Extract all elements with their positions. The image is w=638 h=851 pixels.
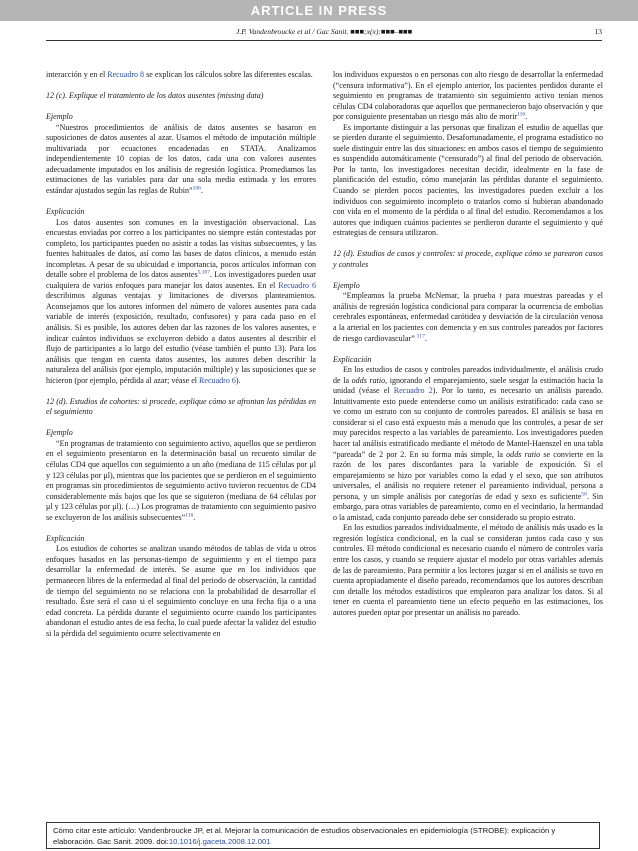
doi-link[interactable]: 10.1016/j.gaceta.2008.12.001 (168, 836, 271, 846)
explanation-paragraph: En los estudios pareados individualmente, el método de análisis más usado es la regresión logística condicional, en la cual se consideran juntos cada caso y sus controles. El método condicional es necesario cuando el número de controles varía entre los casos, y cuando se requiere ajustar el modelo por otras variables además de las de pareamiento. Para permitir a los lectores juzgar si en el análisis se tuvo en cuenta apropiadamente el diseño pareado, recomendamos que los autores describan con detalle los métodos estadísticos que emplearon para analizar los datos. Si al tener en cuenta el pareamiento tiene un efecto pequeño en las estimaciones, los autores pueden optar por presentar un análisis no pareado. (333, 523, 603, 617)
section-heading-12d-case-control: 12 (d). Estudios de casos y controles: si procede, explique cómo se parearon casos y controles (333, 249, 603, 269)
explanation-label: Explicación (46, 533, 85, 543)
citation-text: Cómo citar este artículo: Vandenbroucke JP, et al. Mejorar la comunicación de estudios observacionales en epidemiología (STROBE): explicación y elaboración. Gac Sanit. 2009. doi: (53, 826, 556, 846)
explanation-paragraph: En los estudios de casos y controles pareados individualmente, el análisis crudo de la odds ratio, ignorando el emparejamiento, suele sesgar la estimación hacia la unidad (véase el Recuadro 2). Por lo tanto, es necesario un análisis pareado. Intuitivamente esto puede entenderse como un análisis estratificado: cada caso se ve como un estrato con su conjunto de controles pareados. El análisis se basa en considerar si el caso está expuesto más a menudo que los controles, a pesar de ser muy parecidos respecto a las variables de pareamiento. Los investigadores pueden hacer tal análisis estratificado mediante el método de Mantel-Haenszel en una tabla “pareada” de 2 por 2. En su forma más simple, la odds ratio se convierte en la razón de los pares discordantes para la variable de exposición. Si el emparejamiento se hizo por variables como la edad y el sexo, que son atributos universales, el análisis no requiere retener el pareamiento individual, persona a persona, y un simple análisis por categorías de edad y sexo es suficiente$^{50}$. Sin embargo, para otras variables de pareamiento, como en el vecindario, la hermandad o la amistad, cada conjunto pareado debe ser considerado su propio estrato. (333, 365, 603, 522)
reference-116[interactable]: 116 (517, 111, 526, 118)
article-in-press-banner: ARTICLE IN PRESS (0, 0, 638, 21)
reference-50[interactable]: 50 (581, 491, 587, 498)
recuadro-6-link[interactable]: Recuadro 6 (278, 280, 316, 290)
section-heading-12c: 12 (c). Explique el tratamiento de los datos ausentes (missing data) (46, 91, 264, 101)
left-column (46, 70, 316, 639)
page-number: 13 (594, 27, 602, 36)
reference-106[interactable]: 106 (192, 185, 201, 192)
example-quote: “Nuestros procedimientos de análisis de datos ausentes se basaron en suposiciones de datos ausentes al azar. Usamos el método de imputación múltiple multivariada por ecuaciones encadenadas en STATA. Analizamos independientemente 10 copias de los datos, cada una con valores ausentes adecuadamente imputados en los análisis de regresión logística. Promediamos las estimaciones de las variables para dar una sola media estimada y los errores estándar ajustados según las reglas de Rubin”$^{106}$. (46, 122, 316, 195)
paragraph: interacción y en el Recuadro 8 se explican los cálculos sobre las diferentes escalas. (46, 70, 313, 79)
right-column (333, 70, 603, 618)
header-rule (46, 40, 602, 41)
section-heading-12d-cohort: 12 (d). Estudios de cohortes: si procede, explique cómo se afrontan las pérdidas en el seguimiento (46, 396, 316, 417)
example-label: Ejemplo (333, 280, 360, 290)
reference-117[interactable]: 117 (416, 332, 425, 339)
explanation-label: Explicación (333, 354, 372, 364)
recuadro-2-link[interactable]: Recuadro 2 (393, 386, 433, 396)
reference-116[interactable]: 116 (185, 512, 194, 519)
recuadro-8-link[interactable]: Recuadro 8 (107, 70, 145, 79)
paragraph: los individuos expuestos o en personas con alto riesgo de desarrollar la enfermedad (“censura informativa”). En el ejemplo anterior, los pacientes perdidos durante el seguimiento en programas de tratamiento sin seguimiento activo tenían menos células CD4 colaboradoras que aquellos que permanecieron bajo observación y que por consiguiente presentaban un riesgo más alto de morir$^{116}$. (333, 70, 603, 122)
example-quote: “En programas de tratamiento con seguimiento activo, aquellos que se perdieron en el seguimiento presentaron en la determinación basal un recuento similar de células CD4 que aquellos con seguimiento a un año (mediana de 115 células por μl y 123 células por μl), mientras que los pacientes que se perdieron en el seguimiento en programas sin procedimientos de seguimiento activo tuvieron recuentos de CD4 considerablemente más bajos que los que se siguieron (mediana de 64 células por μl y 123 células por μl). (…) Los programas de tratamiento con seguimiento pasivo se excluyeron de los análisis subsecuentes”$^{116}$. (46, 438, 316, 522)
explanation-label: Explicación (46, 206, 85, 216)
recuadro-6-link[interactable]: Recuadro 6 (199, 375, 236, 385)
reference-5-107[interactable]: 5,107 (197, 269, 211, 276)
running-head (46, 24, 602, 38)
paragraph: Es importante distinguir a las personas que finalizan el estudio de aquellas que se pierden durante el seguimiento. Desafortunadamente, el programa estadístico no suele distinguir entre las dos situaciones: en ambos casos el tiempo de seguimiento es suspendido automáticamente (“censurado”) al final del periodo de observación. Por lo tanto, los investigadores necesitan decidir, idealmente en la fase de planificación del estudio, cómo manejarán las pérdidas durante el seguimiento. Cuando se pierden pocos pacientes, los investigadores pueden excluir a los individuos con seguimiento incompleto o tratarlos como si hubieran abandonado con vida en el momento de la pérdida o al final del estudio. Recomendamos a los autores que indiquen cuántos pacientes se perdieron durante el seguimiento y qué estrategias de censura utilizaron. (333, 122, 603, 238)
citation-box (46, 822, 600, 849)
explanation-paragraph: Los estudios de cohortes se analizan usando métodos de tablas de vida u otros enfoques basados en las personas-tiempo de seguimiento y en el tiempo para desarrollar la enfermedad de interés. Se asume que en los individuos que permanecen libres de la enfermedad al final del periodo de observación, la cantidad de tiempo del seguimiento no se relaciona con la probabilidad de desarrollar el resultado. Éste será el caso si el seguimiento concluye en una fecha fija o a una edad concreta. La pérdida durante el seguimiento ocurre cuando los participantes abandonan el estudio antes de esa fecha, lo cual puede afectar la validez del estudio si la pérdida del seguimiento ocurre selectivamente en (46, 544, 316, 638)
example-label: Ejemplo (46, 428, 73, 438)
example-label: Ejemplo (46, 112, 73, 122)
explanation-paragraph: Los datos ausentes son comunes en la investigación observacional. Las encuestas enviadas por correo a los participantes no siempre están contestadas por completo, los participantes pueden no asistir a todas las visitas subsecuentes, y las fuentes habituales de datos, así como las bases de datos clínicos, a menudo están incompletas. A pesar de su ubicuidad e importancia, pocos artículos informan con detalle sobre el problema de los datos ausentes$^{5,107}$. Los investigadores pueden usar cualquiera de varios enfoques para manejar los datos ausentes. En el Recuadro 6 describimos algunas ventajas y limitaciones de diversos planteamientos. Aconsejamos que los autores informen del número de valores ausentes para cada variable de interés (exposición, resultado, confusores) y para cada paso en el análisis. Si es posible, los autores deben dar las razones de los valores ausentes, e indicar cuántos individuos se excluyeron debido a datos ausentes al describir el flujo de participantes a lo largo del estudio (véase también el punto 13). Para los análisis que tengan en cuenta datos ausentes, los autores deben describir la naturaleza del análisis (por ejemplo, imputación múltiple) y las suposiciones que se hicieron (por ejemplo, pérdida al azar; véase el Recuadro 6). (46, 217, 316, 385)
running-head-title: J.P. Vandenbroucke et al / Gac Sanit. ■■■;x(x):■■■–■■■ (236, 27, 413, 36)
example-quote: “Empleamos la prueba McNemar, la prueba t para muestras pareadas y el análisis de regresión logística condicional para comparar la ocurrencia de embolias cerebrales espontáneas, enfermedad carótidea y desviación de la circulación venosa a la arterial en los pacientes con demencia y en sus controles pareados por factores de riesgo cardiovascular” $^{117}$. (333, 291, 604, 343)
